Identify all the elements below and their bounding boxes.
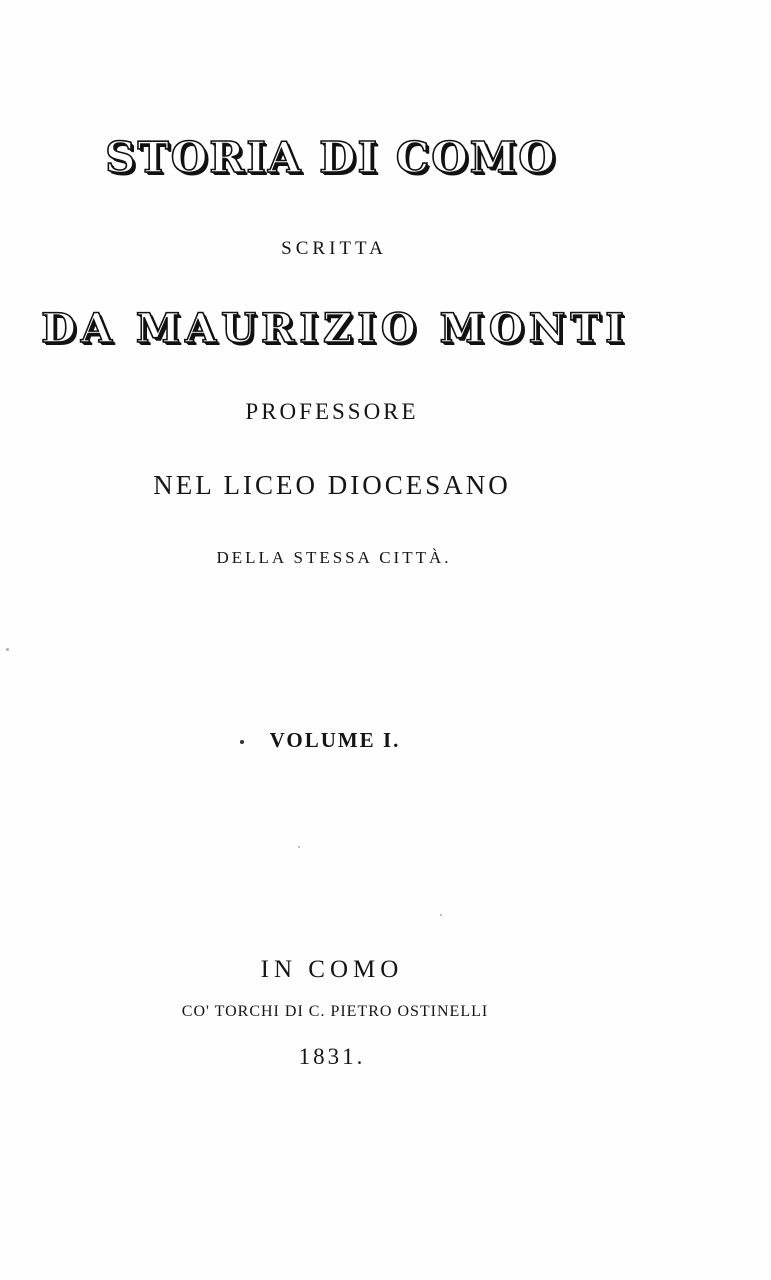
imprint-printer: CO' TORCHI DI C. PIETRO OSTINELLI — [181, 1003, 489, 1020]
imprint-place: IN COMO — [260, 956, 404, 983]
institution-city-line: DELLA STESSA CITTÀ. — [216, 548, 452, 567]
imprint-year: 1831. — [298, 1044, 366, 1069]
scritta-label: SCRITTA — [281, 238, 387, 259]
book-title: STORIA DI COMO — [105, 133, 557, 182]
paper-speck — [6, 648, 9, 651]
author-institution: NEL LICEO DIOCESANO — [153, 470, 511, 500]
paper-speck — [440, 914, 442, 916]
volume-line — [0, 728, 640, 753]
volume-label: VOLUME I. — [269, 728, 401, 752]
paper-speck — [298, 846, 300, 848]
printer-dot-ornament — [240, 740, 244, 744]
author-name: DA MAURIZIO MONTI — [41, 305, 629, 352]
author-role: PROFESSORE — [245, 399, 419, 424]
